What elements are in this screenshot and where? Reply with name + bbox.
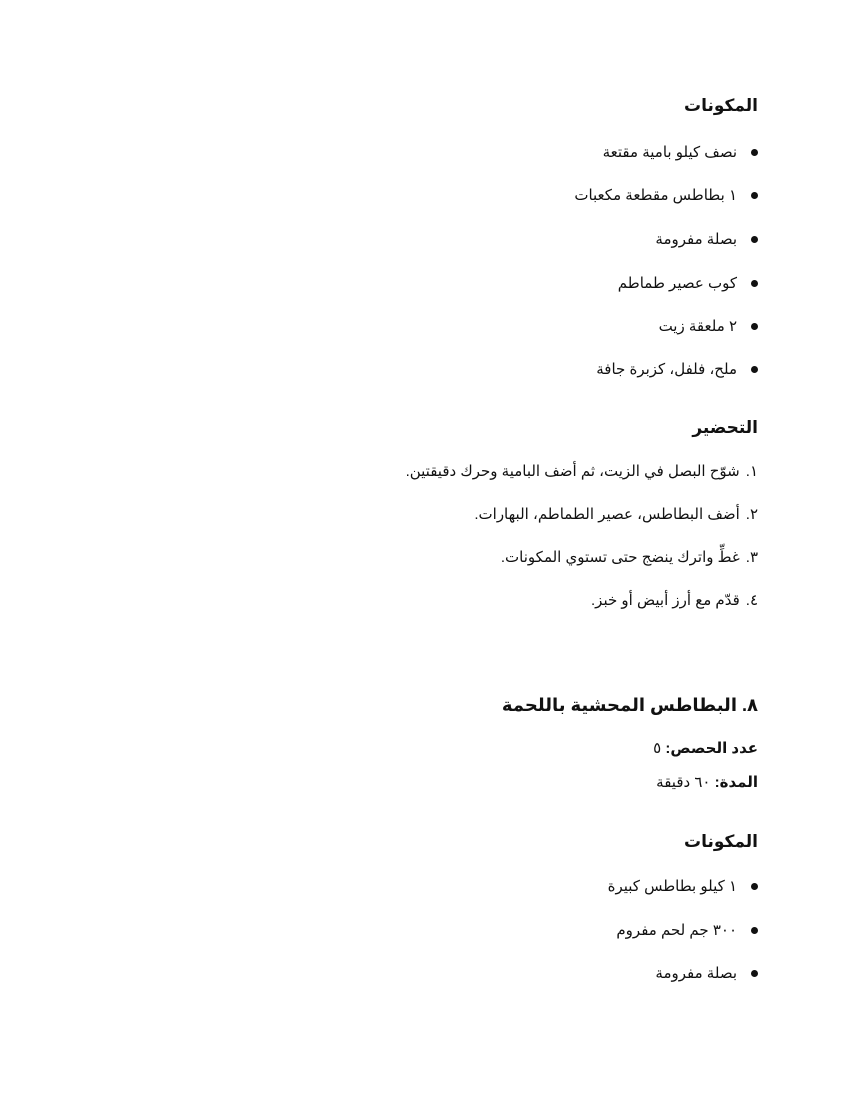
step-item [591, 592, 758, 610]
ingredient-text: ملح، فلفل، كزبرة جافة [596, 361, 737, 378]
step-number: ١. [745, 463, 758, 480]
ingredient-text: بصلة مفرومة [655, 231, 737, 248]
recipe-title: ٨. البطاطس المحشية باللحمة [501, 695, 758, 715]
bullet-icon [751, 883, 758, 890]
ingredient-item [659, 318, 758, 336]
ingredient-text: نصف كيلو بامية مقتعة [602, 144, 737, 161]
step-number: ٣. [745, 549, 758, 566]
step-text: شوّح البصل في الزيت، ثم أضف البامية وحرك دقيقتين. [405, 463, 740, 480]
ingredient-text: ٣٠٠ جم لحم مفروم [616, 922, 737, 939]
step-number: ٢. [745, 506, 758, 523]
bullet-icon [751, 927, 758, 934]
duration-value: ٦٠ دقيقة [656, 774, 711, 791]
bullet-icon [751, 323, 758, 330]
bullet-icon [751, 192, 758, 199]
ingredient-item [608, 878, 758, 896]
ingredient-text: ١ كيلو بطاطس كبيرة [607, 878, 737, 895]
ingredient-item [616, 922, 758, 940]
duration-line [656, 774, 758, 792]
step-number: ٤. [745, 592, 758, 609]
bullet-icon [751, 366, 758, 373]
servings-line [653, 740, 758, 758]
step-item [474, 506, 758, 524]
ingredient-item [655, 231, 758, 249]
ingredient-item [603, 144, 758, 162]
ingredients-heading: المكونات [683, 96, 758, 115]
duration-label: المدة: [714, 774, 758, 791]
ingredient-text: كوب عصير طماطم [617, 275, 737, 292]
step-text: قدّم مع أرز أبيض أو خبز. [591, 592, 740, 609]
ingredients-heading-2: المكونات [683, 832, 758, 851]
ingredient-item [655, 965, 758, 983]
ingredient-text: بصلة مفرومة [655, 965, 737, 982]
ingredient-item [574, 187, 758, 205]
step-text: غطِّ واترك ينضج حتى تستوي المكونات. [500, 549, 740, 566]
bullet-icon [751, 280, 758, 287]
servings-value: ٥ [653, 740, 662, 757]
bullet-icon [751, 236, 758, 243]
ingredient-item [596, 361, 758, 379]
ingredient-text: ١ بطاطس مقطعة مكعبات [574, 187, 737, 204]
ingredient-text: ٢ ملعقة زيت [658, 318, 737, 335]
step-text: أضف البطاطس، عصير الطماطم، البهارات. [474, 506, 740, 523]
servings-label: عدد الحصص: [665, 740, 758, 757]
preparation-heading: التحضير [692, 418, 758, 437]
bullet-icon [751, 970, 758, 977]
step-item [406, 463, 758, 481]
step-item [501, 549, 758, 567]
ingredient-item [618, 275, 758, 293]
bullet-icon [751, 149, 758, 156]
